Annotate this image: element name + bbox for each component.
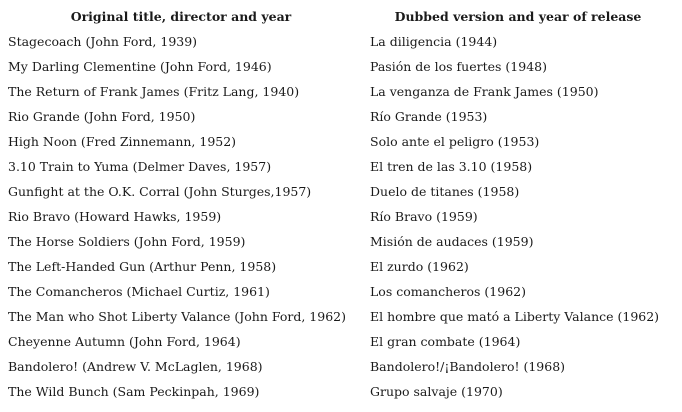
header-original-title: Original title, director and year	[70, 9, 292, 24]
dubbed-title-cell: El zurdo (1962)	[370, 259, 469, 274]
table-row	[0, 79, 682, 104]
table-row	[0, 129, 682, 154]
original-title-cell: Cheyenne Autumn (John Ford, 1964)	[8, 334, 241, 349]
table-row	[0, 304, 682, 329]
dubbed-title-cell: La diligencia (1944)	[370, 34, 498, 49]
table-row	[0, 229, 682, 254]
original-title-cell: The Wild Bunch (Sam Peckinpah, 1969)	[8, 384, 260, 399]
original-title-cell: The Left-Handed Gun (Arthur Penn, 1958)	[8, 259, 277, 274]
dubbed-title-cell: Río Grande (1953)	[370, 109, 488, 124]
dubbed-title-cell: La venganza de Frank James (1950)	[370, 84, 599, 99]
dubbed-title-cell: Misión de audaces (1959)	[370, 234, 534, 249]
dubbed-title-cell: Grupo salvaje (1970)	[370, 384, 503, 399]
original-title-cell: The Return of Frank James (Fritz Lang, 1940)	[8, 84, 300, 99]
dubbed-title-cell: Duelo de titanes (1958)	[370, 184, 520, 199]
original-title-cell: My Darling Clementine (John Ford, 1946)	[8, 59, 272, 74]
original-title-cell: The Comancheros (Michael Curtiz, 1961)	[8, 284, 270, 299]
table-header	[0, 4, 682, 29]
table-body	[0, 29, 682, 404]
dubbed-title-cell: Río Bravo (1959)	[370, 209, 478, 224]
original-title-cell: Bandolero! (Andrew V. McLaglen, 1968)	[8, 359, 263, 374]
original-title-cell: Rio Bravo (Howard Hawks, 1959)	[8, 209, 222, 224]
table-row	[0, 104, 682, 129]
table-row	[0, 379, 682, 404]
dubbed-title-cell: Pasión de los fuertes (1948)	[370, 59, 547, 74]
dubbed-title-cell: Los comancheros (1962)	[370, 284, 526, 299]
table-row	[0, 179, 682, 204]
films-table	[0, 4, 682, 404]
dubbed-title-cell: El tren de las 3.10 (1958)	[370, 159, 533, 174]
dubbed-title-cell: Bandolero!/¡Bandolero! (1968)	[370, 359, 566, 374]
table-row	[0, 279, 682, 304]
table-row	[0, 154, 682, 179]
table-row	[0, 329, 682, 354]
dubbed-title-cell: Solo ante el peligro (1953)	[370, 134, 540, 149]
original-title-cell: Gunfight at the O.K. Corral (John Sturges,1957)	[8, 184, 312, 199]
document-page	[0, 4, 682, 412]
dubbed-title-cell: El hombre que mató a Liberty Valance (1962)	[370, 309, 660, 324]
original-title-cell: The Horse Soldiers (John Ford, 1959)	[8, 234, 246, 249]
original-title-cell: Stagecoach (John Ford, 1939)	[8, 34, 198, 49]
original-title-cell: The Man who Shot Liberty Valance (John Ford, 1962)	[8, 309, 346, 324]
original-title-cell: Rio Grande (John Ford, 1950)	[8, 109, 196, 124]
table-row	[0, 204, 682, 229]
header-row	[0, 4, 682, 29]
table-row	[0, 54, 682, 79]
original-title-cell: 3.10 Train to Yuma (Delmer Daves, 1957)	[8, 159, 272, 174]
dubbed-title-cell: El gran combate (1964)	[370, 334, 521, 349]
header-dubbed-version: Dubbed version and year of release	[394, 9, 642, 24]
table-row	[0, 354, 682, 379]
table-row	[0, 29, 682, 54]
original-title-cell: High Noon (Fred Zinnemann, 1952)	[8, 134, 237, 149]
table-row	[0, 254, 682, 279]
